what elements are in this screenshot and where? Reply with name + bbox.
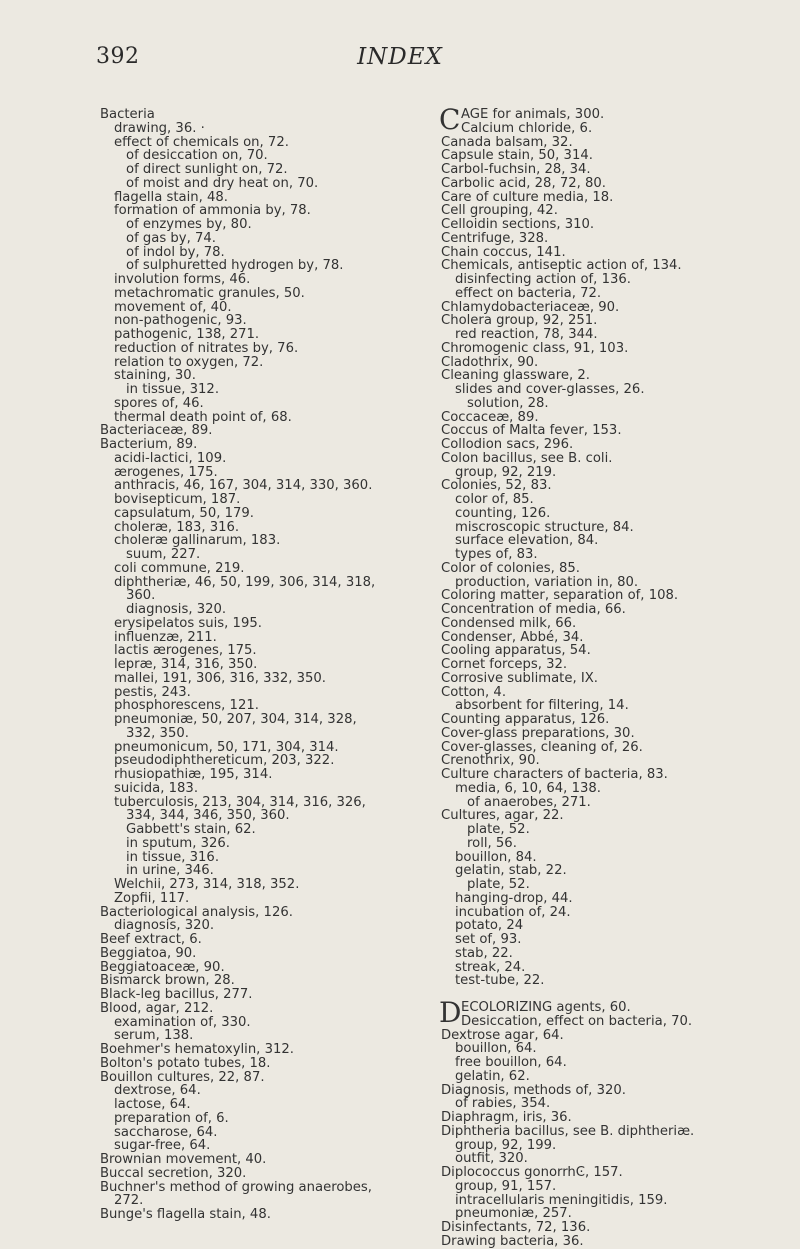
index-entry: pestis, 243. — [114, 684, 191, 700]
index-entry: plate, 52. — [467, 822, 530, 837]
index-entry: Bismarck brown, 28. — [100, 973, 235, 989]
index-entry: Corrosive sublimate, IX. — [441, 670, 598, 686]
index-entry: Cooling apparatus, 54. — [441, 643, 591, 659]
index-entry: plate, 52. — [467, 877, 530, 892]
index-entry: lepræ, 314, 316, 350. — [114, 657, 258, 672]
index-entry: roll, 56. — [467, 835, 517, 851]
index-entry: in urine, 346. — [126, 863, 214, 879]
index-entry: suum, 227. — [126, 547, 201, 562]
index-entry: group, 92, 219. — [455, 464, 557, 480]
index-entry: incubation of, 24. — [455, 904, 571, 920]
index-entry: in tissue, 316. — [126, 849, 220, 865]
index-entry: suicida, 183. — [114, 780, 199, 796]
index-entry: diagnosis, 320. — [114, 918, 215, 934]
index-entry: involution forms, 46. — [114, 272, 251, 287]
index-entry: 272. — [114, 1193, 144, 1209]
index-entry: color of, 85. — [455, 492, 534, 507]
index-entry: metachromatic granules, 50. — [114, 285, 305, 301]
index-entry: serum, 138. — [114, 1028, 194, 1044]
index-entry: surface elevation, 84. — [455, 533, 599, 549]
index-entry: hanging-drop, 44. — [455, 890, 573, 906]
index-entry: Chain coccus, 141. — [441, 244, 566, 260]
index-entry: Cleaning glassware, 2. — [441, 368, 590, 384]
index-entry: stab, 22. — [455, 945, 513, 961]
index-entry: bouillon, 64. — [455, 1041, 537, 1057]
index-entry: red reaction, 78, 344. — [455, 327, 598, 342]
index-entry: Centrifuge, 328. — [441, 230, 549, 246]
index-entry: of desiccation on, 70. — [126, 148, 268, 164]
index-entry: tuberculosis, 213, 304, 314, 316, 326, — [114, 794, 366, 810]
index-entry: slides and cover-glasses, 26. — [455, 382, 645, 397]
index-entry: 332, 350. — [126, 725, 189, 741]
index-entry: 334, 344, 346, 350, 360. — [126, 808, 290, 824]
index-entry: outfit, 320. — [455, 1151, 528, 1167]
index-entry: Disinfectants, 72, 136. — [441, 1220, 591, 1235]
index-entry: of enzymes by, 80. — [126, 217, 252, 232]
index-entry: lactis ærogenes, 175. — [114, 643, 257, 659]
index-entry: media, 6, 10, 64, 138. — [455, 780, 601, 796]
dropcap-d: D — [439, 996, 462, 1029]
index-entry: bovisepticum, 187. — [114, 492, 241, 507]
index-entry: pathogenic, 138, 271. — [114, 327, 260, 342]
index-entry: absorbent for filtering, 14. — [455, 698, 629, 714]
index-entry: Beef extract, 6. — [100, 932, 202, 947]
index-entry: spores of, 46. — [114, 395, 204, 411]
index-entry: Capsule stain, 50, 314. — [441, 148, 593, 164]
index-entry: Dextrose agar, 64. — [441, 1027, 564, 1043]
index-entry: ECOLORIZING agents, 60. — [461, 1000, 631, 1015]
index-entry: set of, 93. — [455, 932, 522, 947]
index-entry: dextrose, 64. — [114, 1083, 201, 1099]
index-entry: types of, 83. — [455, 547, 538, 562]
index-entry: sugar-free, 64. — [114, 1138, 211, 1154]
index-entry: in sputum, 326. — [126, 835, 230, 851]
index-entry: Diphtheria bacillus, see B. diphtheriæ. — [441, 1123, 695, 1139]
index-entry: coli commune, 219. — [114, 560, 245, 576]
index-entry: Carbol-fuchsin, 28, 34. — [441, 162, 591, 177]
index-entry: Carbolic acid, 28, 72, 80. — [441, 175, 606, 191]
index-entry: mallei, 191, 306, 316, 332, 350. — [114, 670, 326, 686]
index-entry: Drawing bacteria, 36. — [441, 1233, 584, 1249]
index-entry: disinfecting action of, 136. — [455, 272, 631, 287]
index-entry: pneumoniæ, 257. — [455, 1206, 572, 1222]
index-entry: Bacterium, 89. — [100, 437, 198, 452]
index-entry: Cladothrix, 90. — [441, 354, 539, 370]
index-column-left — [100, 108, 440, 1222]
index-entry: Collodion sacs, 296. — [441, 437, 574, 452]
index-entry: pneumoniæ, 50, 207, 304, 314, 328, — [114, 712, 357, 727]
index-entry: Coccus of Malta fever, 153. — [441, 423, 622, 439]
index-entry: of gas by, 74. — [126, 230, 216, 246]
index-entry: miscroscopic structure, 84. — [455, 519, 634, 535]
index-entry: Counting apparatus, 126. — [441, 712, 610, 727]
index-entry: non-pathogenic, 93. — [114, 313, 247, 329]
index-entry: Boehmer's hematoxylin, 312. — [100, 1042, 294, 1057]
index-entry: Calcium chloride, 6. — [461, 120, 593, 136]
index-entry: gelatin, stab, 22. — [455, 863, 567, 879]
index-entry: Canada balsam, 32. — [441, 134, 573, 150]
index-entry: group, 92, 199. — [455, 1137, 557, 1153]
index-entry: formation of ammonia by, 78. — [114, 203, 311, 219]
index-entry: relation to oxygen, 72. — [114, 354, 264, 370]
section-d-entries — [441, 1015, 781, 1249]
index-entry: saccharose, 64. — [114, 1124, 218, 1140]
index-entry: drawing, 36. · — [114, 120, 205, 136]
index-column-right — [439, 103, 781, 1249]
index-entry: of sulphuretted hydrogen by, 78. — [126, 258, 344, 274]
index-entry: Desiccation, effect on bacteria, 70. — [461, 1013, 693, 1029]
index-entry: potato, 24 — [455, 918, 524, 934]
index-entry: pneumonicum, 50, 171, 304, 314. — [114, 739, 339, 755]
index-entry: capsulatum, 50, 179. — [114, 505, 254, 521]
index-entry: Cultures, agar, 22. — [441, 808, 564, 824]
index-entry: preparation of, 6. — [114, 1110, 229, 1126]
index-entry: Bolton's potato tubes, 18. — [100, 1055, 271, 1071]
index-entry: Beggiatoa, 90. — [100, 945, 197, 961]
index-entry: Black-leg bacillus, 277. — [100, 987, 253, 1002]
index-entry: bouillon, 84. — [455, 849, 537, 865]
index-entry: rhusiopathiæ, 195, 314. — [114, 767, 273, 782]
index-entry: Zopfii, 117. — [114, 890, 190, 906]
index-entry: ærogenes, 175. — [114, 464, 218, 480]
index-entry: Cornet forceps, 32. — [441, 657, 568, 672]
index-entry: of moist and dry heat on, 70. — [126, 175, 319, 191]
index-entry: Diaphragm, iris, 36. — [441, 1110, 572, 1125]
index-entry: effect of chemicals on, 72. — [114, 134, 289, 150]
index-entry: production, variation in, 80. — [455, 574, 639, 590]
index-entry: Bouillon cultures, 22, 87. — [100, 1069, 265, 1085]
index-entry: Cell grouping, 42. — [441, 203, 558, 219]
index-entry: free bouillon, 64. — [455, 1055, 567, 1070]
index-entry: diagnosis, 320. — [126, 602, 227, 617]
index-entry: gelatin, 62. — [455, 1068, 530, 1084]
index-entry: choleræ gallinarum, 183. — [114, 533, 281, 549]
index-entry: of rabies, 354. — [455, 1096, 551, 1112]
index-entry: Bacteriaceæ, 89. — [100, 423, 213, 439]
index-entry: diphtheriæ, 46, 50, 199, 306, 314, 318, — [114, 574, 376, 590]
index-entry: Coccaceæ, 89. — [441, 409, 539, 425]
index-entry: Beggiatoaceæ, 90. — [100, 959, 225, 975]
index-entry: solution, 28. — [467, 395, 549, 411]
index-entry: effect on bacteria, 72. — [455, 285, 602, 301]
index-entry: Chlamydobacteriaceæ, 90. — [441, 299, 620, 315]
index-entry: Cholera group, 92, 251. — [441, 313, 598, 329]
index-entry: test-tube, 22. — [455, 973, 545, 989]
index-entry: 360. — [126, 588, 156, 604]
index-entry: group, 91, 157. — [455, 1178, 557, 1194]
index-entry: flagella stain, 48. — [114, 189, 228, 205]
index-entry: Cover-glasses, cleaning of, 26. — [441, 739, 643, 755]
index-entry: in tissue, 312. — [126, 382, 220, 397]
index-entry: staining, 30. — [114, 368, 196, 384]
index-entry: choleræ, 183, 316. — [114, 519, 240, 535]
index-entry: thermal death point of, 68. — [114, 409, 292, 425]
index-entry: Chemicals, antiseptic action of, 134. — [441, 258, 682, 274]
index-entry: Diagnosis, methods of, 320. — [441, 1082, 626, 1098]
page-number: 392 — [96, 44, 140, 69]
section-c-entries — [441, 122, 781, 988]
index-entry: Bunge's flagella stain, 48. — [100, 1207, 271, 1222]
index-entry: Buccal secretion, 320. — [100, 1165, 247, 1181]
index-entry: pseudodiphthereticum, 203, 322. — [114, 753, 335, 769]
index-entry: acidi-lactici, 109. — [114, 450, 227, 466]
index-entry: of direct sunlight on, 72. — [126, 162, 288, 177]
index-entry: of indol by, 78. — [126, 244, 225, 260]
index-entry: counting, 126. — [455, 505, 551, 521]
index-entry: Brownian movement, 40. — [100, 1152, 267, 1167]
index-entry: Cover-glass preparations, 30. — [441, 725, 635, 741]
index-entry: Condensed milk, 66. — [441, 615, 577, 631]
index-entry: Diplococcus gonorrhϾ, 157. — [441, 1165, 623, 1180]
index-entry: Chromogenic class, 91, 103. — [441, 340, 629, 356]
index-entry: Gabbett's stain, 62. — [126, 822, 256, 837]
index-entry: Bacteria — [100, 107, 155, 122]
dropcap-c: C — [439, 103, 461, 136]
index-entry: Welchii, 273, 314, 318, 352. — [114, 877, 300, 892]
index-entry: Blood, agar, 212. — [100, 1000, 214, 1016]
index-entry: Care of culture media, 18. — [441, 189, 614, 205]
index-entry: influenzæ, 211. — [114, 629, 217, 645]
index-entry: intracellularis meningitidis, 159. — [455, 1192, 668, 1208]
index-entry: Bacteriological analysis, 126. — [100, 904, 293, 920]
index-entry: phosphorescens, 121. — [114, 698, 259, 714]
index-entry: Cotton, 4. — [441, 684, 507, 700]
index-entry: AGE for animals, 300. — [461, 107, 605, 122]
index-entry: movement of, 40. — [114, 299, 232, 315]
index-entry: Coloring matter, separation of, 108. — [441, 588, 679, 604]
index-entry: Colonies, 52, 83. — [441, 478, 552, 494]
index-entry: of anaerobes, 271. — [467, 794, 591, 810]
index-entry: erysipelatos suis, 195. — [114, 615, 262, 631]
index-entry: Culture characters of bacteria, 83. — [441, 767, 668, 782]
index-entry: streak, 24. — [455, 959, 526, 975]
index-entry: Condenser, Abbé, 34. — [441, 629, 584, 645]
index-entry: examination of, 330. — [114, 1014, 251, 1030]
index-entry: Concentration of media, 66. — [441, 602, 626, 617]
index-entry: reduction of nitrates by, 76. — [114, 340, 299, 356]
index-entry: lactose, 64. — [114, 1097, 191, 1112]
index-entry: Crenothrix, 90. — [441, 753, 540, 769]
index-entry: Celloidin sections, 310. — [441, 217, 595, 232]
index-entry: anthracis, 46, 167, 304, 314, 330, 360. — [114, 478, 373, 494]
index-entry: Colon bacillus, see B. coli. — [441, 450, 613, 466]
running-head: INDEX — [357, 44, 443, 70]
index-entry: Buchner's method of growing anaerobes, — [100, 1179, 372, 1195]
index-entry: Color of colonies, 85. — [441, 560, 580, 576]
